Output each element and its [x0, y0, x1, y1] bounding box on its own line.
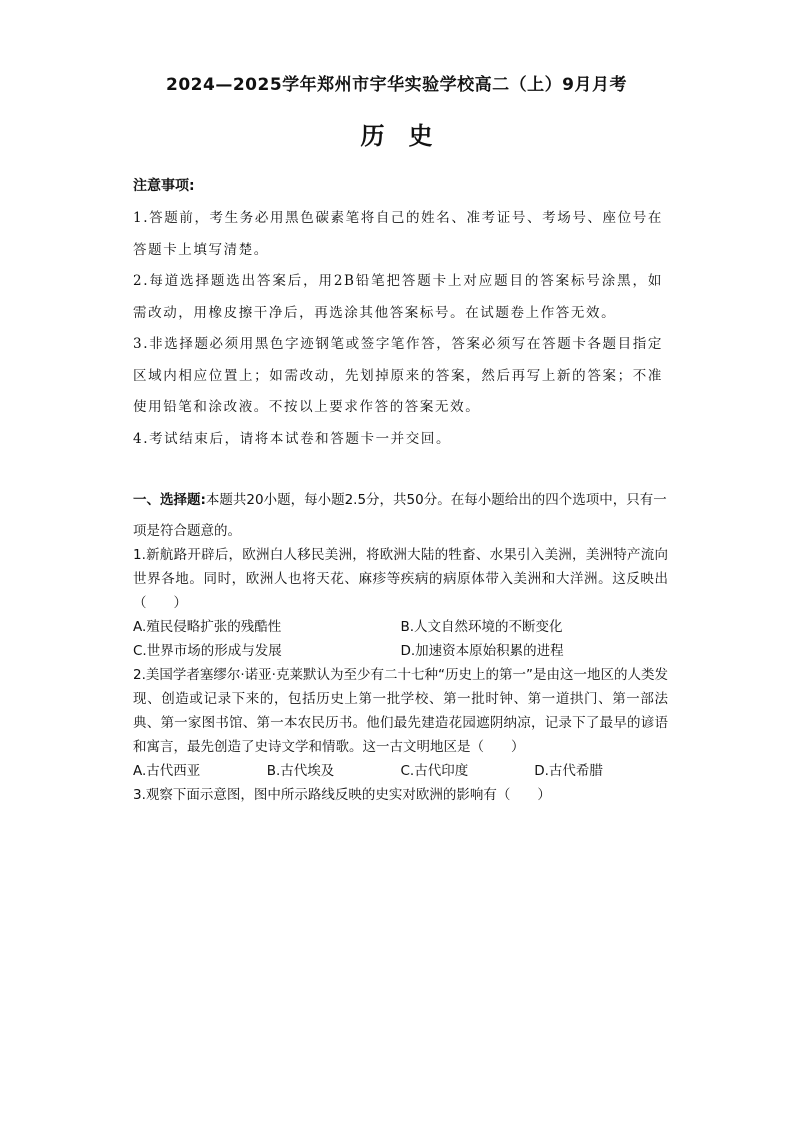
notice-heading: 注意事项:: [133, 178, 195, 194]
notice-list: [133, 203, 663, 455]
option-c: C.古代印度: [400, 763, 469, 779]
option-d: D.古代希腊: [534, 763, 603, 779]
option-b: B.人文自然环境的不断变化: [400, 619, 563, 635]
question-options: [133, 615, 668, 639]
section-label: 一、选择题:: [133, 492, 206, 508]
option-d: D.加速资本原始积累的进程: [400, 643, 564, 659]
option-a: A.古代西亚: [133, 763, 201, 779]
notice-item: 2.每道选择题选出答案后，用2B铅笔把答题卡上对应题目的答案标号涂黑，如需改动，用橡皮擦干净后，再选涂其他答案标号。在试题卷上作答无效。: [133, 273, 663, 321]
notice-item: 3.非选择题必须用黑色字迹钢笔或签字笔作答，答案必须写在答题卡各题目指定区域内相应位置上；如需改动，先划掉原来的答案，然后再写上新的答案；不准使用铅笔和涂改液。不按以上要求作答的答案无效。: [133, 336, 663, 415]
question-options: [133, 759, 668, 783]
option-a: A.殖民侵略扩张的残酷性: [133, 619, 282, 635]
question-stem: 3.观察下面示意图，图中所示路线反映的史实对欧洲的影响有（ ）: [133, 787, 551, 803]
section-instructions: 本题共20小题，每小题2.5分，共50分。在每小题给出的四个选项中，只有一项是符合题意的。: [133, 492, 667, 539]
exam-title: 2024—2025学年郑州市宇华实验学校高二（上）9月月考: [166, 75, 627, 95]
section-choice-intro: [133, 485, 668, 547]
question-stem: 1.新航路开辟后，欧洲白人移民美洲，将欧洲大陆的牲畜、水果引入美洲，美洲特产流向世界各地。同时，欧洲人也将天花、麻疹等疾病的病原体带入美洲和大洋洲。这反映出（ ）: [133, 547, 668, 611]
notice-item: 4.考试结束后，请将本试卷和答题卡一并交回。: [133, 430, 452, 447]
option-c: C.世界市场的形成与发展: [133, 643, 282, 659]
notice-item: 1.答题前，考生务必用黑色碳素笔将自己的姓名、准考证号、考场号、座位号在答题卡上填写清楚。: [133, 210, 663, 258]
question-list: [133, 543, 668, 807]
question-options: [133, 639, 668, 663]
question-stem: 2.美国学者塞缪尔·诺亚·克莱默认为至少有二十七种“历史上的第一”是由这一地区的人类发现、创造或记录下来的，包括历史上第一批学校、第一批时钟、第一道拱门、第一部法典、第一家图书馆、第一本农民历书。他们最先建造花园遮阴纳凉，记录下了最早的谚语和寓言，最先创造了史诗文学和情歌。这一古文明地区是（ ）: [133, 667, 668, 755]
option-b: B.古代埃及: [266, 763, 335, 779]
subject-title: 历史: [360, 121, 457, 150]
